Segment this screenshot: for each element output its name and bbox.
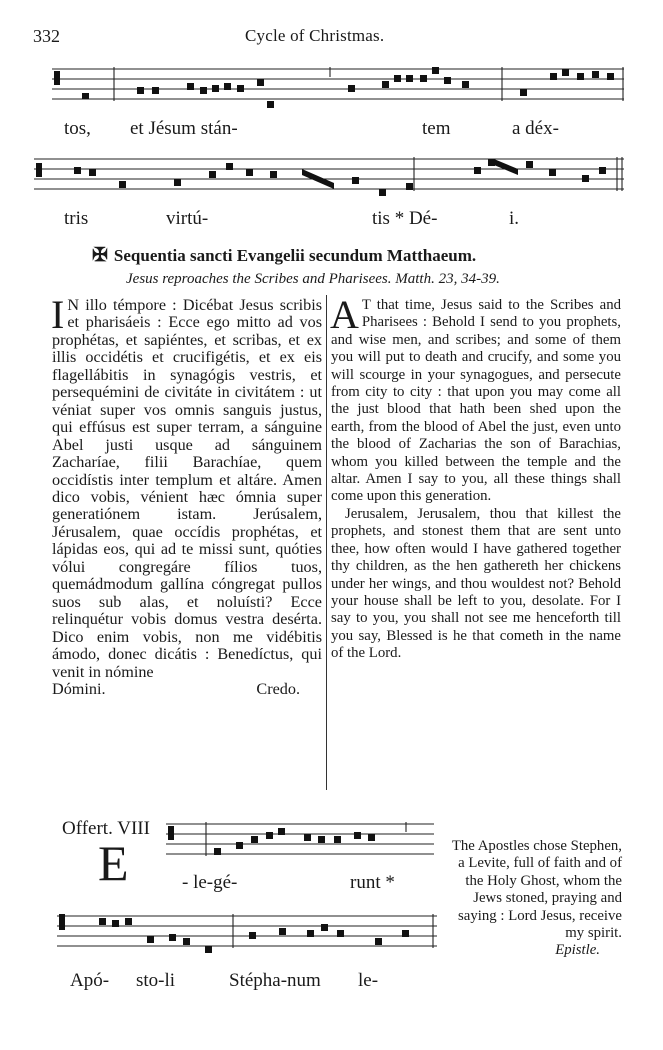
running-title: Cycle of Christmas. [245, 26, 385, 45]
staff-2-lyric-1: tris [64, 208, 89, 229]
staff-4-lyric-1: Apó- [70, 970, 110, 991]
cross-icon: ✠ [92, 245, 108, 266]
column-divider [326, 295, 327, 790]
staff-4-lyric-2: sto-li [136, 970, 176, 991]
offertory-translation [446, 838, 622, 960]
english-dropcap: A [330, 292, 359, 337]
latin-ending [52, 681, 322, 698]
gospel-title-text: Sequentia sancti Evangelii secundum Matthaeum. [113, 246, 477, 265]
english-paragraph-1: T that time, Jesus said to the Scribes and Pharisees : Behold I send to you prophets, and wise men, and scribes; and some of them you will put to death and crucify, and some you will scourge in your synagogues, and persecute from city to city : that upon you may come all the just blood that hath been shed upon the earth, from the blood of Abel the just, even unto the blood of Zacharias the son of Barachias, whom you killed between the temple and the altar. Amen I say to you, all these things shall come upon this generation. [331, 297, 621, 505]
gospel-title [92, 244, 476, 267]
latin-body: N illo témpore : Dicébat Jesus scribis et pharisáeis : Ecce ego mitto ad vos prophétas, et sapiéntes, et scribas, et ex illis occidétis et crucifigétis, et ex eis flagellábitis in synagógis vestris, et persequémini de civitáte in civitátem : ut véniat super vos omnis sanguis justus, qui effúsus est super terram, a sánguine Abel justi usque ad sánguinem Zacharíae, filii Barachíae, quem occidístis inter templum et altáre. Amen dico vobis, vénient hæc ómnia super generatiónem istam. Jerúsalem, Jérusalem, quae occídis prophétas, et lápidas eos, qui ad te missi sunt, quóties vólui congregáre fílios tuos, quemádmodum gallína cóngregat pullos suos sub alas, et noluísti? Ecce relinquétur vobis domus vestra desérta. Dico enim vobis, non me vidébitis ámodo, donec dicátis : Benedíctus, qui venit in nómine [52, 296, 322, 681]
staff-4-lyric-4: le- [358, 970, 379, 991]
gospel-subtitle: Jesus reproaches the Scribes and Pharisees. Matth. 23, 34-39. [126, 271, 500, 287]
chant-staff-1 [52, 63, 624, 113]
chant-staff-4 [57, 908, 437, 963]
staff-2-lyric-2: virtú- [166, 208, 209, 229]
staff-4-lyric-3: Stépha-num [229, 970, 321, 991]
staff-1-lyric-4: a déx- [512, 118, 559, 139]
offertory-translation-text: The Apostles chose Stephen, a Levite, full of faith and of the Holy Ghost, whom the Jews stoned, praying and saying : Lord Jesus, receive my spirit. [451, 838, 622, 942]
latin-last-word: Dómini. [52, 679, 106, 698]
staff-1-lyric-1: tos, [64, 118, 91, 139]
staff-2-lyric-3: tis * Dé- [372, 208, 438, 229]
page-number: 332 [33, 26, 60, 46]
offertory-initial: E [98, 835, 129, 891]
chant-staff-2 [34, 153, 624, 203]
epistle-note: Epistle. [555, 942, 600, 959]
staff-1-lyric-3: tem [422, 118, 451, 139]
staff-3-lyric-1: - le-gé- [182, 872, 238, 893]
staff-2-lyric-4: i. [509, 208, 520, 229]
credo-label: Credo. [256, 679, 300, 698]
latin-column [51, 292, 322, 698]
english-column [330, 292, 621, 663]
english-paragraph-2: Jerusalem, Jerusalem, thou that killest the prophets, and stonest them that are sent unto thee, how often would I have gathered together thy children, as the hen gathereth her chickens under her wings, and thou wouldest not? Behold your house shall be left to you, desolate. For I say to you, you shall not see me henceforth till you say, Blessed is he that cometh in the name of the Lord. [331, 505, 621, 662]
staff-3-lyric-2: runt * [350, 872, 395, 893]
staff-1-lyric-2: et Jésum stán- [130, 118, 238, 139]
offertory-label: Offert. VIII [62, 818, 150, 839]
latin-dropcap: I [51, 292, 65, 337]
chant-staff-3 [166, 818, 434, 868]
